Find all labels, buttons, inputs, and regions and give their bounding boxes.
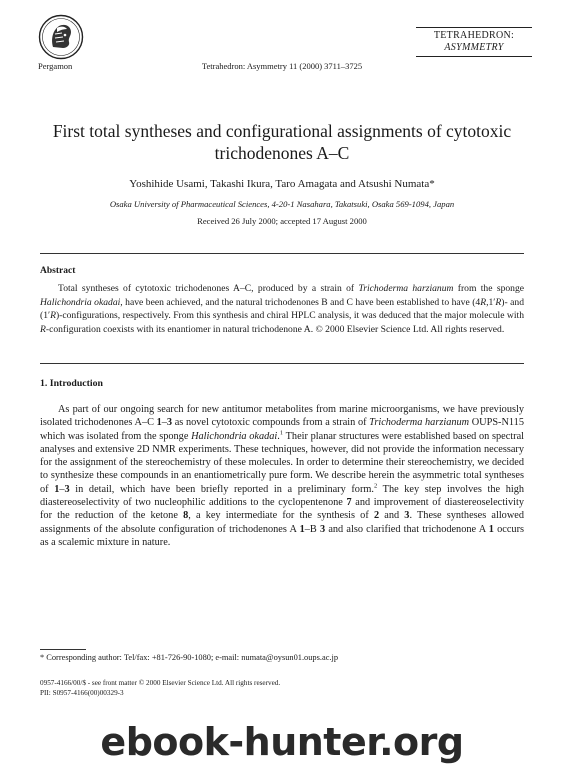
intro-text: in detail, which have been briefly reported in a preliminary form.: [69, 483, 374, 495]
introduction-body: [40, 403, 524, 549]
top-divider: [40, 253, 524, 254]
intro-text: occurs as a scalemic mixture in nature.: [40, 523, 525, 548]
compound-number: 1: [488, 523, 494, 535]
article-title: First total syntheses and configurational assignments of cytotoxic trichodenones A–C: [52, 121, 512, 163]
intro-text: –B: [304, 523, 320, 535]
abstract-text: ,1′: [486, 296, 496, 308]
article-authors: Yoshihide Usami, Takashi Ikura, Taro Amagata and Atsushi Numata*: [129, 178, 435, 190]
journal-title-line2: ASYMMETRY: [444, 42, 504, 53]
compound-number: 1: [299, 523, 305, 535]
publisher-name: Pergamon: [38, 61, 73, 71]
corresponding-author-footnote: * Corresponding author: Tel/fax: +81-726-90-1080; e-mail: numata@oysun01.oups.ac.jp: [40, 653, 339, 662]
abstract-text: )-configurations, respectively. From this synthesis and chiral HPLC analysis, it was deduced that the major molecule with: [55, 310, 524, 322]
abstract-text: from the sponge: [453, 283, 525, 294]
intro-italic: Halichondria okadai: [191, 430, 278, 442]
compound-number: 1: [54, 483, 60, 495]
copyright-line: 0957-4166/00/$ - see front matter © 2000 Elsevier Science Ltd. All rights reserved.: [40, 679, 281, 687]
compound-number: 7: [346, 497, 352, 509]
compound-number: 8: [183, 510, 189, 522]
abstract-heading: Abstract: [40, 266, 76, 276]
abstract-text: , have been achieved, and the natural trichodenones B and C have been established to have (4: [120, 296, 481, 308]
intro-text: and: [379, 510, 405, 522]
reference-superscript: 1: [279, 429, 284, 437]
intro-text: –: [161, 417, 167, 429]
abstract-text: Total syntheses of cytotoxic trichodenones A–C, produced by a strain of: [58, 283, 359, 294]
intro-text: As part of our ongoing search for new antitumor metabolites from marine microorganisms, we have previously isolated trichodenones A–C: [40, 404, 524, 429]
pii-line: PII: S0957-4166(00)00329-3: [40, 689, 124, 697]
pergamon-logo-icon: [38, 14, 84, 60]
copyright-block: [40, 678, 280, 698]
intro-text: and improvement of diastereoselectivity for the reduction of the ketone: [40, 497, 524, 522]
compound-number: 3: [319, 523, 326, 535]
abstract-divider: [40, 363, 524, 364]
journal-title-line1: TETRAHEDRON:: [433, 30, 515, 41]
abstract-italic: Trichoderma harzianum: [358, 283, 454, 294]
watermark-text: ebook-hunter.org: [100, 720, 464, 764]
intro-text: and also clarified that trichodenone A: [325, 523, 489, 535]
intro-text: . These syntheses allowed assignments of the absolute configuration of trichodenones A: [40, 510, 524, 535]
abstract-italic: R: [495, 296, 502, 308]
compound-number: 2: [373, 510, 380, 522]
intro-italic: Trichoderma harzianum: [369, 417, 470, 429]
abstract-text: -configuration coexists with its enantiomer in natural trichodenone A. © 2000 Elsevier Science Ltd. All rights reserved.: [45, 323, 505, 335]
abstract-italic: Halichondria okadai: [40, 296, 121, 308]
abstract-text: )- and (1′: [40, 296, 524, 322]
intro-text: Their planar structures were established based on spectral analyses and extensive 2D NMR experiments. These techniques, however, did not provide the information necessary for the assignment of the stereochemistry of these molecules. In order to determine their stereochemistry, we decided to synthesize these compounds in an enantiometrically pure form. We describe herein the asymmetric total syntheses of: [40, 430, 524, 495]
intro-text: The key step involves the high diastereoselectivity of two nucleophilic additions to the cyclopentenone: [40, 483, 524, 509]
compound-number: 1: [156, 417, 162, 429]
intro-text: OUPS-N115 which was isolated from the sponge: [40, 417, 524, 442]
abstract-italic: R: [40, 323, 46, 335]
intro-text: –: [59, 483, 65, 495]
compound-number: 3: [64, 483, 70, 495]
footnote-divider: [40, 649, 86, 650]
author-affiliation: Osaka University of Pharmaceutical Sciences, 4-20-1 Nasahara, Takatsuki, Osaka 569-1094, Japan: [109, 199, 455, 209]
intro-text: .: [277, 430, 280, 442]
journal-reference: Tetrahedron: Asymmetry 11 (2000) 3711–3725: [201, 61, 363, 71]
intro-text: as novel cytotoxic compounds from a strain of: [172, 417, 370, 429]
journal-title-box: [416, 27, 532, 57]
introduction-heading: 1. Introduction: [40, 378, 103, 389]
abstract-italic: R: [480, 296, 487, 308]
compound-number: 3: [166, 417, 173, 429]
reference-superscript: 2: [373, 482, 378, 490]
abstract-body: [40, 282, 524, 336]
received-dates: Received 26 July 2000; accepted 17 August 2000: [197, 216, 367, 226]
abstract-italic: R: [50, 310, 56, 322]
compound-number: 3: [404, 510, 410, 522]
intro-text: , a key intermediate for the synthesis of: [188, 510, 374, 522]
